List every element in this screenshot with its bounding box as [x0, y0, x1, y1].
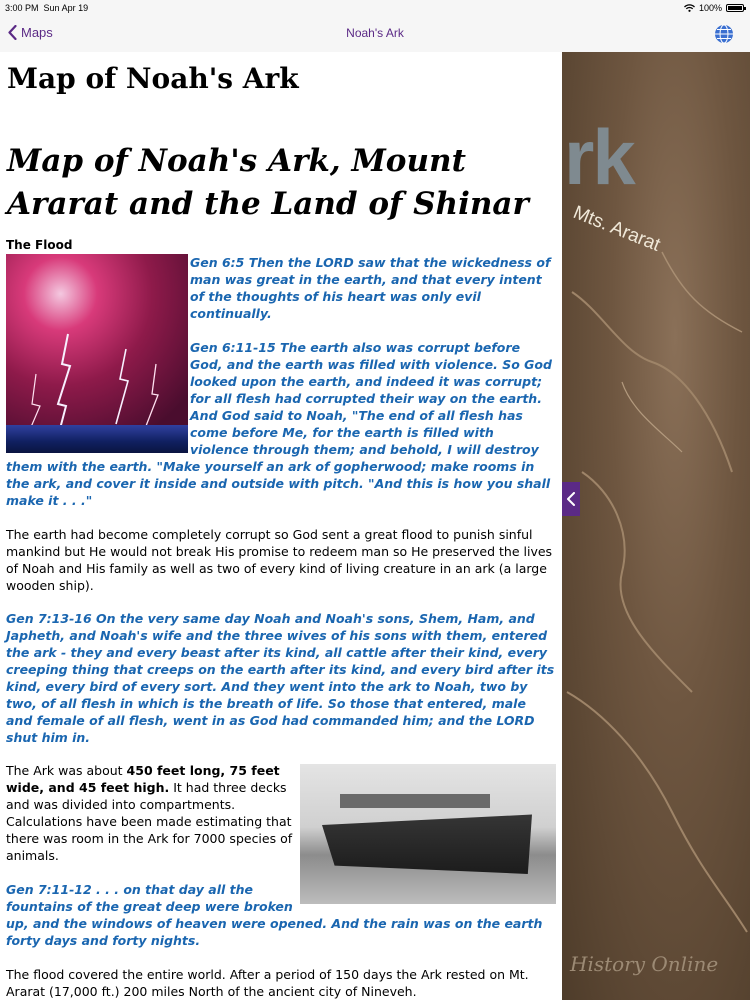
wifi-icon	[684, 4, 695, 12]
storm-image	[6, 254, 188, 453]
battery-icon	[726, 4, 744, 12]
status-time-date	[5, 3, 88, 13]
section-heading: The Flood	[6, 238, 73, 252]
back-button-label: Maps	[21, 25, 53, 40]
nav-title: Noah's Ark	[346, 26, 404, 40]
paragraph-flood-covered: The flood covered the entire world. After a period of 150 days the Ark rested on Mt. Ararat (17,000 ft.) 200 miles North of the ancient city of Nineveh.	[6, 967, 529, 999]
scripture-gen-7-13: Gen 7:13-16 On the very same day Noah and Noah's sons, Shem, Ham, and Japheth, and Noah's wife and the three wives of his sons with them, entered the ark - they and every beast after its kind, all cattle after their kind, every creeping thing that creeps on the earth after its kind, and every bird after its kind, every bird of every sort. And they went into the ark to Noah, two by two, of all flesh in which is the breath of life. So those that entered, male and female of all flesh, went in as God had commanded him; and the LORD shut him in.	[6, 611, 555, 745]
status-time: 3:00 PM	[5, 3, 39, 13]
ark-image	[300, 764, 556, 904]
paragraph-flood-intro: The earth had become completely corrupt so God sent a great flood to punish sinful mankind but He would not break His promise to redeem man so He preserved the lives of Noah and His family as well as two of every kind of living creature in an ark (a large wooden ship).	[6, 527, 553, 593]
page-subtitle: Map of Noah's Ark, Mount Ararat and the Land of Shinar	[7, 143, 529, 222]
map-drawer-tab[interactable]	[562, 482, 580, 516]
map-panel[interactable]	[562, 52, 750, 1000]
status-date: Sun Apr 19	[43, 3, 89, 13]
chevron-left-icon	[566, 492, 576, 506]
article-body	[6, 254, 556, 1000]
scripture-gen-7-11: Gen 7:11-12 . . . on that day all the fountains of the great deep were broken up, and the windows of heaven were opened. And the rain was on the earth forty days and forty nights.	[6, 882, 543, 948]
battery-percent: 100%	[698, 3, 722, 13]
ark-dimensions-bold: 450 feet long, 75 feet wide, and 45 feet high.	[6, 763, 280, 795]
page-title: Map of Noah's Ark	[7, 62, 299, 95]
globe-icon[interactable]	[714, 24, 734, 44]
scripture-gen-6-11: Gen 6:11-15 The earth also was corrupt before God, and the earth was filled with violence. So God looked upon the earth, and indeed it was corrupt; for all flesh had corrupted their way on the earth. And God said to Noah, "The end of all flesh has come before Me, for the earth is filled with violence through them; and behold, I will destroy them with the earth. "Make yourself an ark of gopherwood; make rooms in the ark, and cover it inside and outside with pitch. "And this is how you shall make it . . ."	[6, 340, 552, 508]
paragraph-ark-dimensions: The Ark was about 450 feet long, 75 feet wide, and 45 feet high. It had three decks and was divided into compartments. Calculations have been made estimating that there was room in the Ark for 7000 species of animals.	[6, 763, 293, 863]
navigation-bar	[0, 16, 750, 53]
status-bar	[0, 0, 750, 16]
lightning-bolts	[6, 254, 188, 453]
ark-section	[6, 762, 556, 949]
map-title-fragment: rk	[564, 113, 634, 201]
map-watermark: History Online	[570, 952, 719, 976]
map-label-ararat: Mts. Ararat	[570, 202, 664, 256]
article-content[interactable]	[0, 52, 562, 1000]
scripture-gen-6-5: Gen 6:5 Then the LORD saw that the wickedness of man was great in the earth, and that every intent of the thoughts of his heart was only evil continually.	[190, 255, 551, 321]
